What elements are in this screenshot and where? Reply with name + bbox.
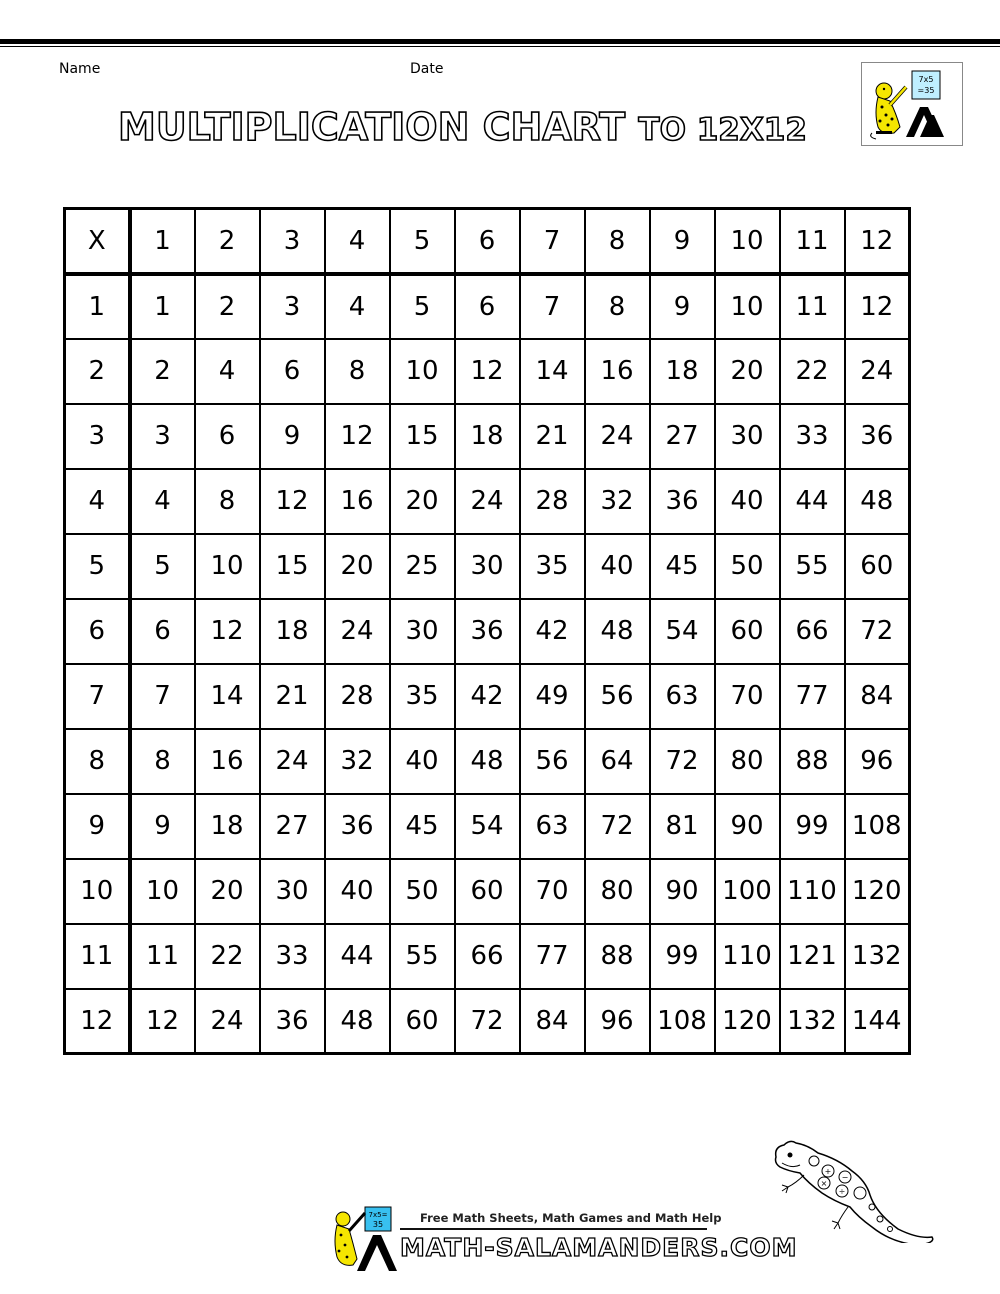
product-cell: 84 (520, 989, 585, 1054)
product-cell: 12 (325, 404, 390, 469)
product-cell: 121 (780, 924, 845, 989)
table-row (65, 534, 910, 599)
product-cell: 81 (650, 794, 715, 859)
svg-text:=35: =35 (917, 86, 935, 95)
math-salamanders-logo (861, 62, 963, 146)
row-header: 7 (65, 664, 130, 729)
product-cell: 64 (585, 729, 650, 794)
product-cell: 96 (585, 989, 650, 1054)
product-cell: 45 (390, 794, 455, 859)
product-cell: 80 (715, 729, 780, 794)
title-suffix: TO 12X12 (638, 112, 807, 148)
product-cell: 55 (390, 924, 455, 989)
product-cell: 36 (260, 989, 325, 1054)
product-cell: 48 (585, 599, 650, 664)
product-cell: 63 (650, 664, 715, 729)
product-cell: 48 (845, 469, 910, 534)
product-cell: 72 (585, 794, 650, 859)
product-cell: 28 (520, 469, 585, 534)
product-cell: 24 (845, 339, 910, 404)
column-header: 5 (390, 209, 455, 274)
product-cell: 4 (325, 274, 390, 339)
product-cell: 100 (715, 859, 780, 924)
product-cell: 6 (195, 404, 260, 469)
table-row (65, 469, 910, 534)
header-row (65, 209, 910, 274)
column-header: 9 (650, 209, 715, 274)
table-row (65, 989, 910, 1054)
product-cell: 6 (130, 599, 195, 664)
product-cell: 110 (780, 859, 845, 924)
product-cell: 54 (650, 599, 715, 664)
product-cell: 50 (390, 859, 455, 924)
product-cell: 20 (325, 534, 390, 599)
product-cell: 56 (585, 664, 650, 729)
product-cell: 44 (325, 924, 390, 989)
product-cell: 9 (650, 274, 715, 339)
product-cell: 88 (780, 729, 845, 794)
row-header: 9 (65, 794, 130, 859)
product-cell: 3 (130, 404, 195, 469)
product-cell: 35 (520, 534, 585, 599)
product-cell: 108 (845, 794, 910, 859)
table-row (65, 274, 910, 339)
product-cell: 9 (260, 404, 325, 469)
product-cell: 45 (650, 534, 715, 599)
row-header: 11 (65, 924, 130, 989)
salamander-drawing (768, 1133, 968, 1247)
product-cell: 77 (780, 664, 845, 729)
product-cell: 72 (650, 729, 715, 794)
product-cell: 32 (325, 729, 390, 794)
product-cell: 36 (650, 469, 715, 534)
product-cell: 60 (845, 534, 910, 599)
product-cell: 32 (585, 469, 650, 534)
multiplication-table (63, 207, 911, 1055)
product-cell: 12 (260, 469, 325, 534)
product-cell: 30 (715, 404, 780, 469)
product-cell: 48 (325, 989, 390, 1054)
svg-text:+: + (824, 1167, 832, 1176)
salamander-teacher-icon (862, 63, 962, 145)
product-cell: 36 (455, 599, 520, 664)
product-cell: 9 (130, 794, 195, 859)
product-cell: 96 (845, 729, 910, 794)
product-cell: 4 (195, 339, 260, 404)
product-cell: 12 (130, 989, 195, 1054)
column-header: 12 (845, 209, 910, 274)
column-header: 3 (260, 209, 325, 274)
table-row (65, 404, 910, 469)
table-row (65, 664, 910, 729)
product-cell: 18 (260, 599, 325, 664)
product-cell: 1 (130, 274, 195, 339)
svg-text:7x5=: 7x5= (368, 1211, 388, 1219)
page-title (118, 105, 807, 149)
table-row (65, 859, 910, 924)
product-cell: 72 (455, 989, 520, 1054)
table-row (65, 924, 910, 989)
product-cell: 56 (520, 729, 585, 794)
product-cell: 21 (520, 404, 585, 469)
row-header: 6 (65, 599, 130, 664)
product-cell: 6 (260, 339, 325, 404)
corner-cell: X (65, 209, 130, 274)
product-cell: 8 (130, 729, 195, 794)
svg-text:÷: ÷ (838, 1187, 846, 1196)
product-cell: 10 (195, 534, 260, 599)
salamander-icon (768, 1133, 968, 1243)
product-cell: 24 (260, 729, 325, 794)
product-cell: 22 (195, 924, 260, 989)
product-cell: 7 (130, 664, 195, 729)
table-row (65, 794, 910, 859)
product-cell: 36 (845, 404, 910, 469)
product-cell: 42 (455, 664, 520, 729)
product-cell: 120 (845, 859, 910, 924)
product-cell: 70 (715, 664, 780, 729)
row-header: 5 (65, 534, 130, 599)
product-cell: 16 (195, 729, 260, 794)
svg-text:7x5: 7x5 (918, 75, 934, 84)
column-header: 6 (455, 209, 520, 274)
product-cell: 40 (390, 729, 455, 794)
product-cell: 66 (780, 599, 845, 664)
row-header: 4 (65, 469, 130, 534)
product-cell: 63 (520, 794, 585, 859)
product-cell: 14 (520, 339, 585, 404)
product-cell: 7 (520, 274, 585, 339)
row-header: 10 (65, 859, 130, 924)
svg-text:×: × (820, 1179, 828, 1188)
product-cell: 50 (715, 534, 780, 599)
column-header: 7 (520, 209, 585, 274)
product-cell: 42 (520, 599, 585, 664)
product-cell: 55 (780, 534, 845, 599)
product-cell: 27 (650, 404, 715, 469)
product-cell: 99 (780, 794, 845, 859)
product-cell: 8 (195, 469, 260, 534)
product-cell: 21 (260, 664, 325, 729)
product-cell: 24 (325, 599, 390, 664)
product-cell: 8 (325, 339, 390, 404)
product-cell: 144 (845, 989, 910, 1054)
table-row (65, 339, 910, 404)
product-cell: 8 (585, 274, 650, 339)
product-cell: 2 (130, 339, 195, 404)
product-cell: 20 (715, 339, 780, 404)
product-cell: 25 (390, 534, 455, 599)
product-cell: 44 (780, 469, 845, 534)
product-cell: 84 (845, 664, 910, 729)
name-label: Name (59, 61, 101, 77)
column-header: 4 (325, 209, 390, 274)
footer-site-link[interactable]: MATH-SALAMANDERS.COM (400, 1233, 798, 1262)
product-cell: 80 (585, 859, 650, 924)
product-cell: 24 (455, 469, 520, 534)
product-cell: 12 (455, 339, 520, 404)
product-cell: 12 (195, 599, 260, 664)
product-cell: 24 (585, 404, 650, 469)
product-cell: 11 (780, 274, 845, 339)
product-cell: 6 (455, 274, 520, 339)
product-cell: 4 (130, 469, 195, 534)
column-header: 11 (780, 209, 845, 274)
product-cell: 22 (780, 339, 845, 404)
product-cell: 2 (195, 274, 260, 339)
product-cell: 27 (260, 794, 325, 859)
product-cell: 15 (260, 534, 325, 599)
product-cell: 110 (715, 924, 780, 989)
date-label: Date (410, 61, 444, 77)
row-header: 2 (65, 339, 130, 404)
product-cell: 35 (390, 664, 455, 729)
product-cell: 99 (650, 924, 715, 989)
product-cell: 20 (195, 859, 260, 924)
svg-text:−: − (841, 1173, 849, 1182)
product-cell: 36 (325, 794, 390, 859)
product-cell: 66 (455, 924, 520, 989)
product-cell: 120 (715, 989, 780, 1054)
product-cell: 15 (390, 404, 455, 469)
product-cell: 12 (845, 274, 910, 339)
column-header: 10 (715, 209, 780, 274)
table-row (65, 599, 910, 664)
product-cell: 40 (585, 534, 650, 599)
row-header: 1 (65, 274, 130, 339)
product-cell: 14 (195, 664, 260, 729)
product-cell: 40 (325, 859, 390, 924)
product-cell: 49 (520, 664, 585, 729)
product-cell: 60 (390, 989, 455, 1054)
product-cell: 90 (650, 859, 715, 924)
product-cell: 10 (130, 859, 195, 924)
product-cell: 10 (390, 339, 455, 404)
product-cell: 3 (260, 274, 325, 339)
product-cell: 5 (390, 274, 455, 339)
column-header: 8 (585, 209, 650, 274)
product-cell: 48 (455, 729, 520, 794)
product-cell: 132 (845, 924, 910, 989)
product-cell: 108 (650, 989, 715, 1054)
product-cell: 54 (455, 794, 520, 859)
salamander-teacher-icon (325, 1205, 405, 1275)
product-cell: 88 (585, 924, 650, 989)
product-cell: 24 (195, 989, 260, 1054)
product-cell: 33 (780, 404, 845, 469)
product-cell: 33 (260, 924, 325, 989)
product-cell: 60 (455, 859, 520, 924)
product-cell: 30 (390, 599, 455, 664)
footer-tagline: Free Math Sheets, Math Games and Math Help (420, 1211, 722, 1225)
product-cell: 40 (715, 469, 780, 534)
svg-text:35: 35 (372, 1220, 384, 1229)
footer-rule (400, 1228, 707, 1230)
column-header: 2 (195, 209, 260, 274)
product-cell: 10 (715, 274, 780, 339)
row-header: 8 (65, 729, 130, 794)
row-header: 3 (65, 404, 130, 469)
product-cell: 18 (455, 404, 520, 469)
top-rule-thin (0, 46, 1000, 47)
product-cell: 18 (195, 794, 260, 859)
product-cell: 28 (325, 664, 390, 729)
product-cell: 90 (715, 794, 780, 859)
product-cell: 5 (130, 534, 195, 599)
product-cell: 132 (780, 989, 845, 1054)
column-header: 1 (130, 209, 195, 274)
product-cell: 77 (520, 924, 585, 989)
product-cell: 30 (455, 534, 520, 599)
product-cell: 11 (130, 924, 195, 989)
product-cell: 20 (390, 469, 455, 534)
product-cell: 60 (715, 599, 780, 664)
table-row (65, 729, 910, 794)
product-cell: 16 (325, 469, 390, 534)
product-cell: 72 (845, 599, 910, 664)
top-rule (0, 39, 1000, 44)
product-cell: 16 (585, 339, 650, 404)
product-cell: 18 (650, 339, 715, 404)
product-cell: 70 (520, 859, 585, 924)
title-main: MULTIPLICATION CHART (118, 105, 626, 149)
product-cell: 30 (260, 859, 325, 924)
row-header: 12 (65, 989, 130, 1054)
